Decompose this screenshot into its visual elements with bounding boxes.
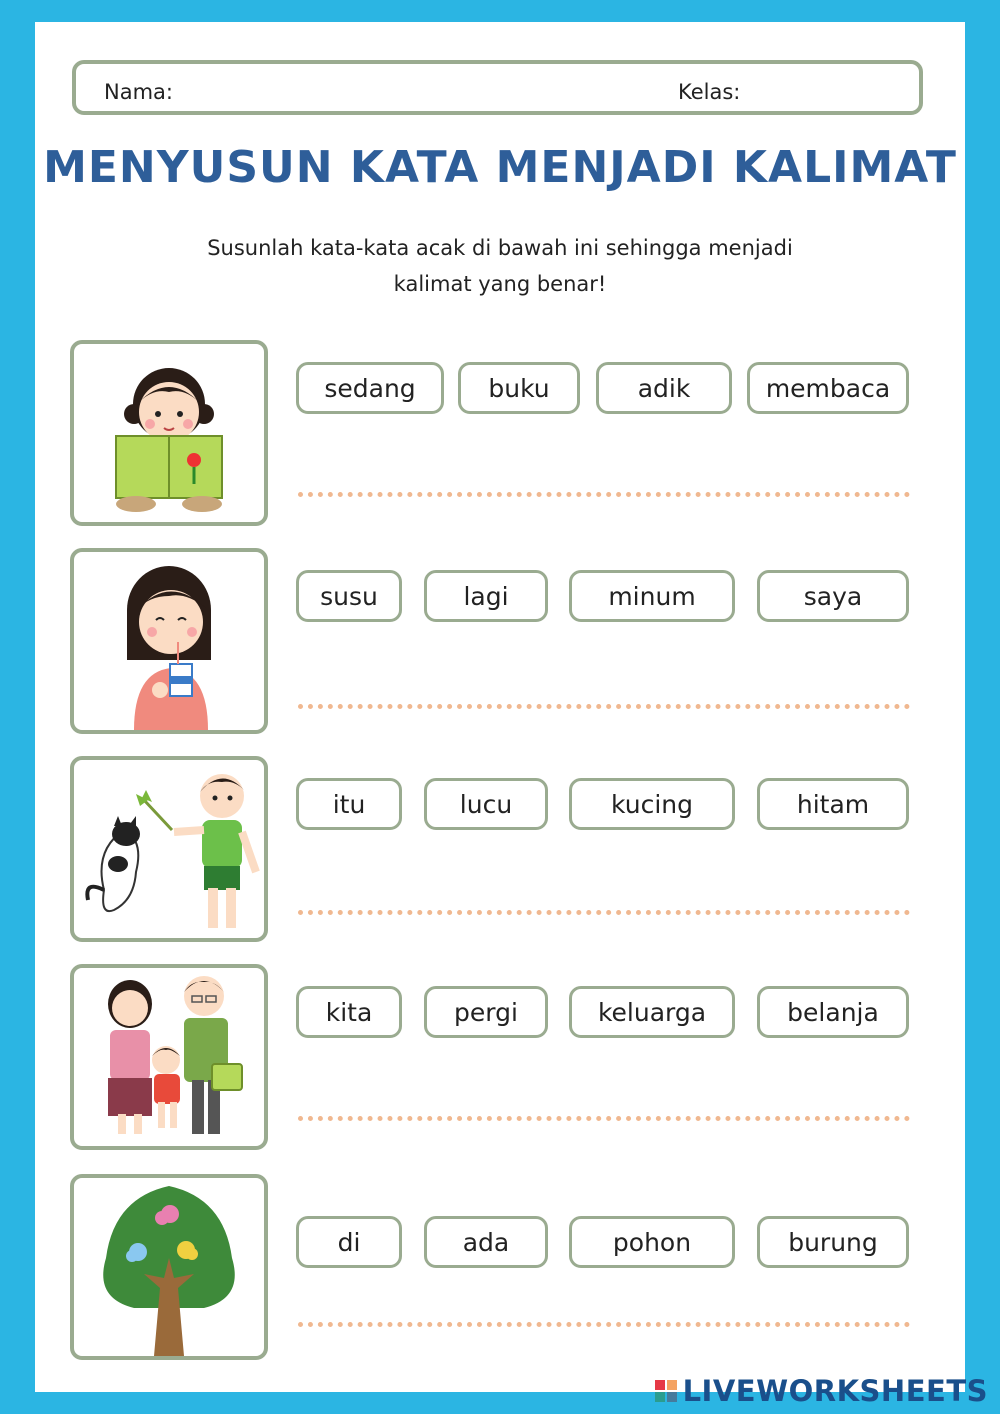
word-chip[interactable]: susu: [296, 570, 402, 622]
word-chip[interactable]: adik: [596, 362, 732, 414]
word-chip[interactable]: belanja: [757, 986, 909, 1038]
nama-label: Nama:: [104, 80, 173, 104]
birds-in-tree-image: [70, 1174, 268, 1360]
answer-line[interactable]: [298, 910, 910, 915]
answer-line[interactable]: [298, 1322, 910, 1327]
kelas-label: Kelas:: [678, 80, 741, 104]
word-chip[interactable]: hitam: [757, 778, 909, 830]
answer-line[interactable]: [298, 492, 910, 497]
exercise-row-1: [70, 340, 930, 526]
girl-reading-book-image: [70, 340, 268, 526]
exercise-row-2: [70, 548, 930, 734]
word-chip[interactable]: burung: [757, 1216, 909, 1268]
word-chip[interactable]: lagi: [424, 570, 548, 622]
word-chip[interactable]: keluarga: [569, 986, 735, 1038]
word-chip[interactable]: itu: [296, 778, 402, 830]
name-class-box: [72, 60, 923, 115]
word-chip[interactable]: minum: [569, 570, 735, 622]
instructions: [35, 230, 965, 302]
instructions-line-1: Susunlah kata-kata acak di bawah ini sehingga menjadi: [207, 236, 793, 260]
boy-playing-with-cat-image: [70, 756, 268, 942]
liveworksheets-brand: [655, 1374, 988, 1408]
answer-line[interactable]: [298, 1116, 910, 1121]
girl-drinking-milk-image: [70, 548, 268, 734]
word-chip[interactable]: membaca: [747, 362, 909, 414]
worksheet-page: [35, 22, 965, 1392]
word-chip[interactable]: kita: [296, 986, 402, 1038]
word-chip[interactable]: di: [296, 1216, 402, 1268]
word-chip[interactable]: buku: [458, 362, 580, 414]
liveworksheets-logo-icon: [655, 1380, 677, 1402]
word-chip[interactable]: pergi: [424, 986, 548, 1038]
brand-text: LIVEWORKSHEETS: [682, 1374, 988, 1408]
word-chip[interactable]: kucing: [569, 778, 735, 830]
instructions-line-2: kalimat yang benar!: [393, 272, 607, 296]
exercise-row-5: [70, 1174, 930, 1360]
word-chip[interactable]: sedang: [296, 362, 444, 414]
exercise-row-4: [70, 964, 930, 1150]
family-shopping-image: [70, 964, 268, 1150]
word-chip[interactable]: lucu: [424, 778, 548, 830]
exercise-row-3: [70, 756, 930, 942]
worksheet-title: MENYUSUN KATA MENJADI KALIMAT: [43, 142, 957, 193]
answer-line[interactable]: [298, 704, 910, 709]
word-chip[interactable]: saya: [757, 570, 909, 622]
word-chip[interactable]: ada: [424, 1216, 548, 1268]
word-chip[interactable]: pohon: [569, 1216, 735, 1268]
